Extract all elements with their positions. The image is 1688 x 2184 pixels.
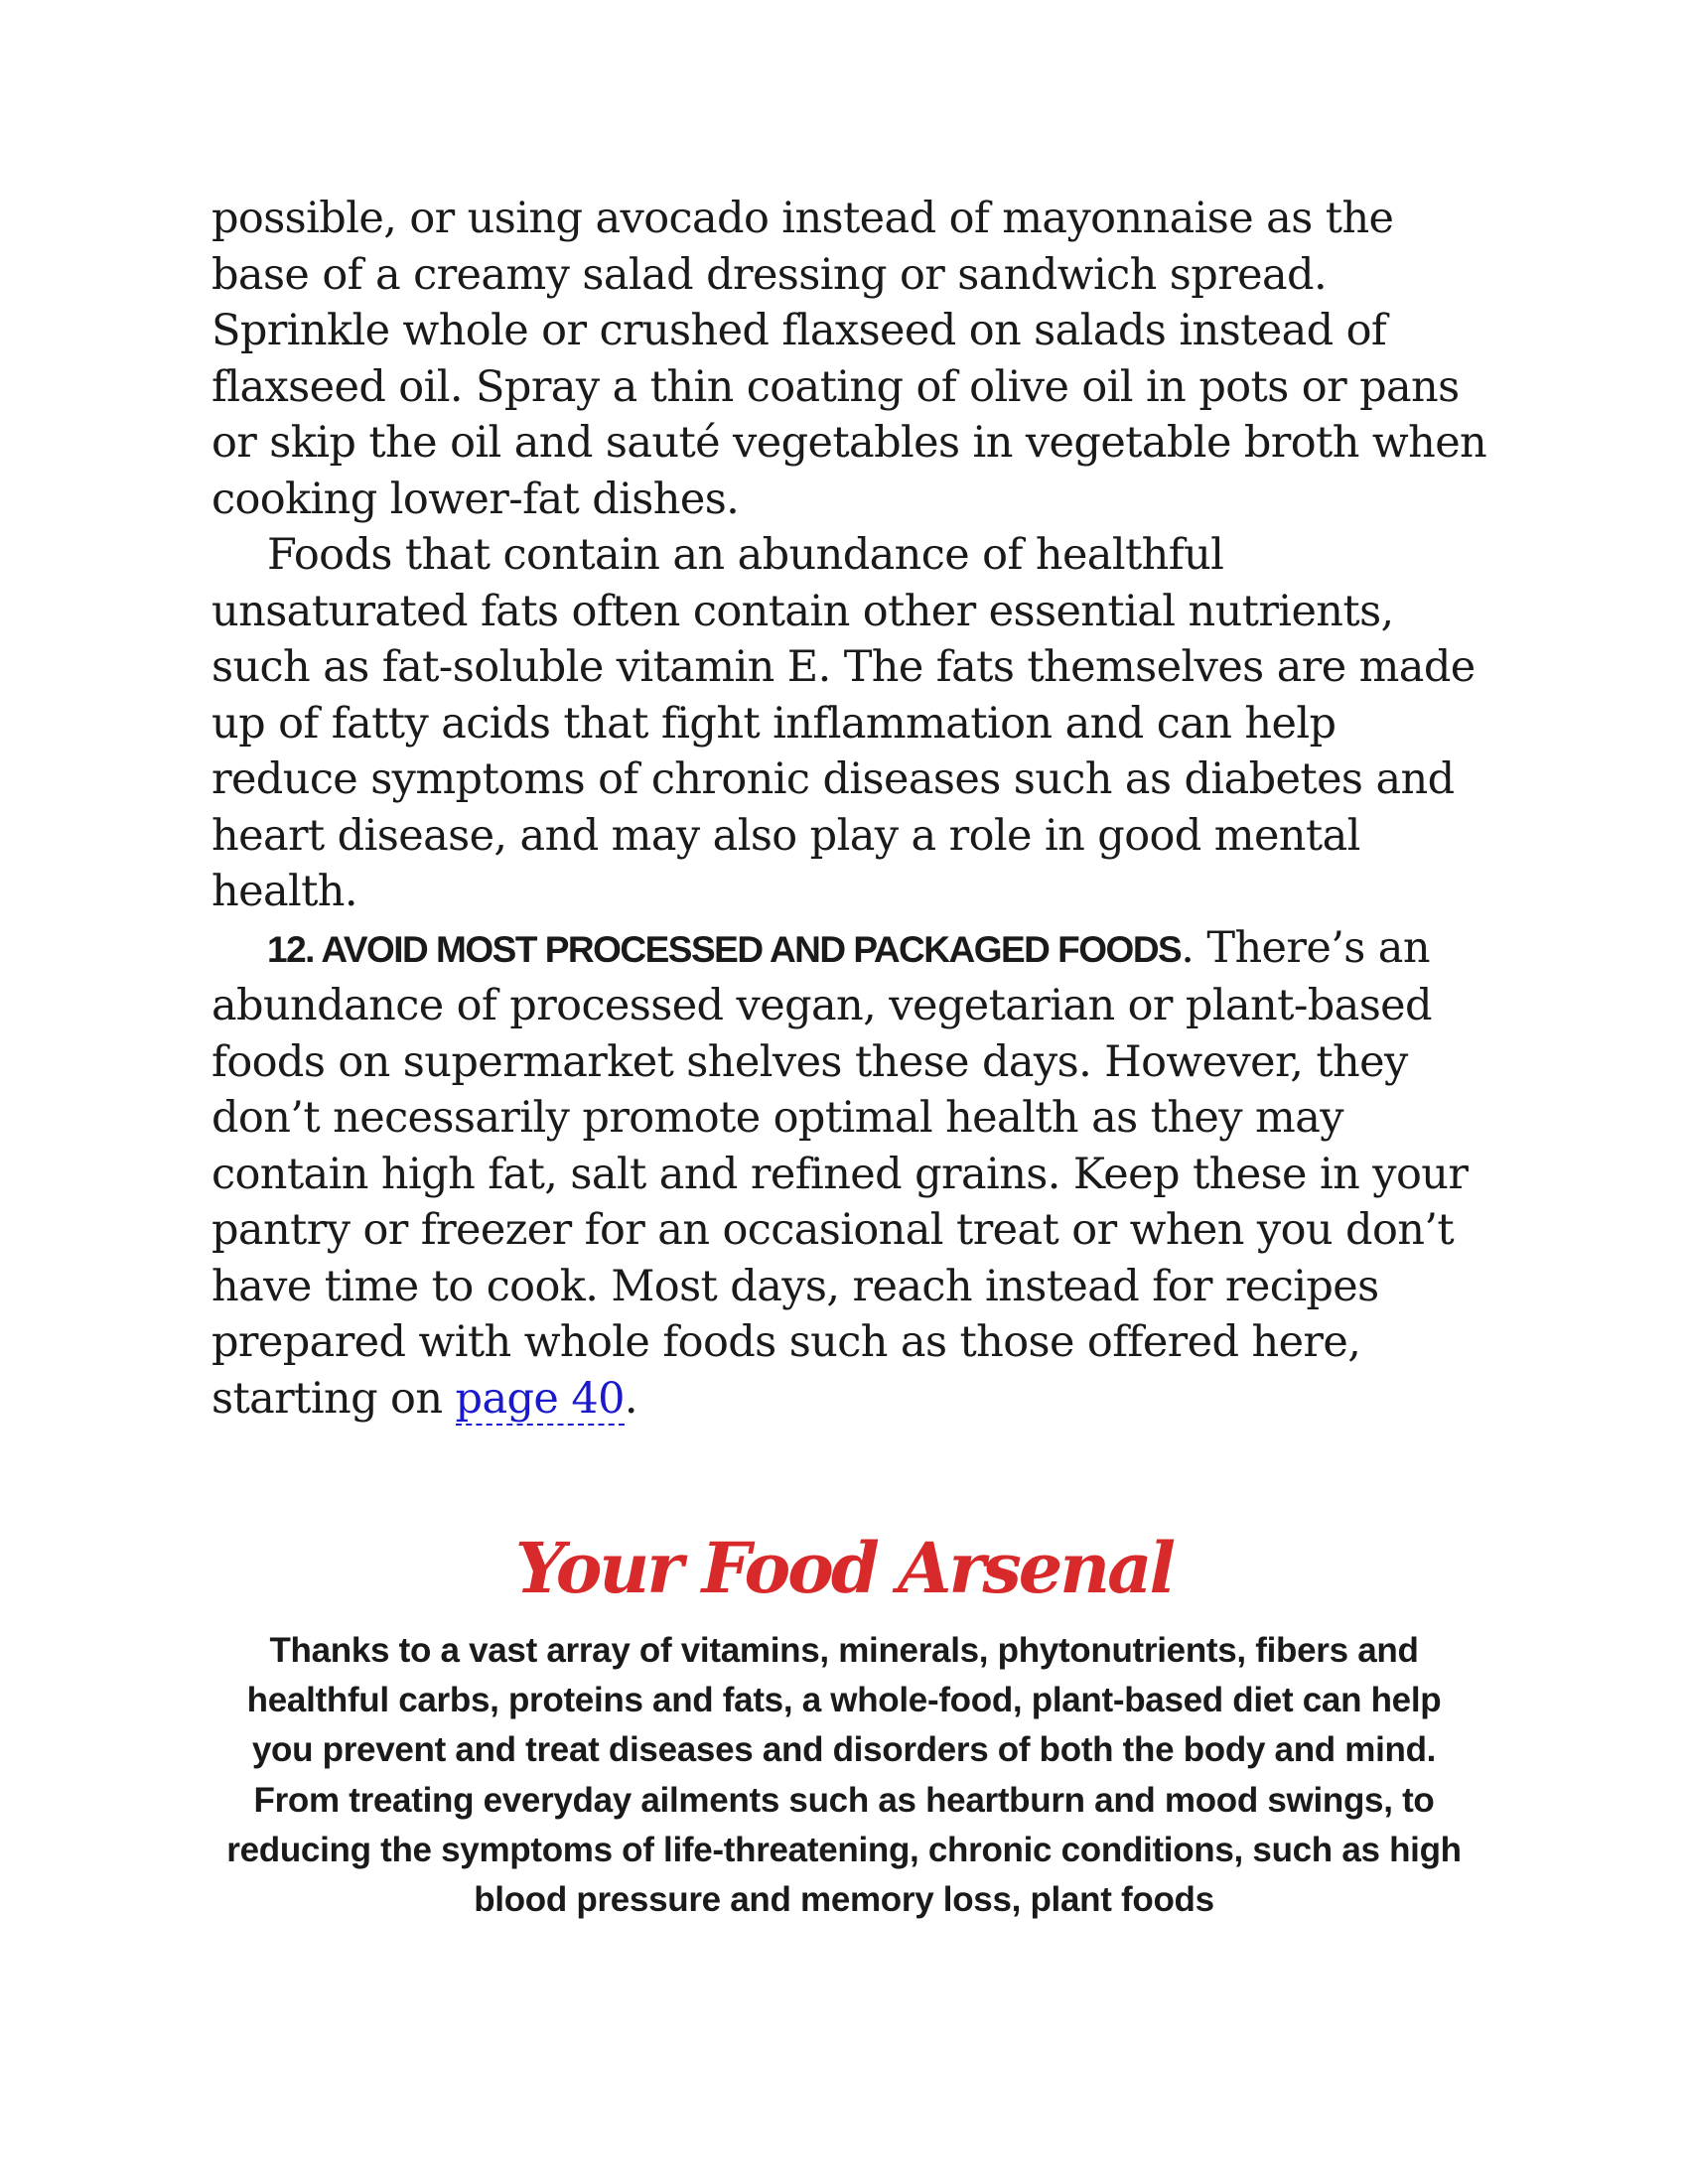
paragraph-end-period: .: [624, 1373, 637, 1424]
section-title: Your Food Arsenal: [514, 1527, 1174, 1609]
paragraph-fats-tips: possible, or using avocado instead of mayonnaise as the base of a creamy salad dressing or sandwich spread. Sprinkle whole or crushed flaxseed on salads instead of flaxseed oil. Spray a thin coating of olive oil in pots or pans or skip the oil and sauté vegetables in vegetable broth when cooking lower-fat dishes.: [211, 194, 1487, 524]
tip-heading: 12. AVOID MOST PROCESSED AND PACKAGED FOODS: [267, 928, 1182, 970]
paragraph-processed-foods: [211, 920, 1492, 1428]
tip-body: There’s an abundance of processed vegan, vegetarian or plant-based foods on supermarket shelves these days. However, they don’t necessarily promote optimal health as they may contain high fat, salt and refined grains. Keep these in your pantry or freezer for an occasional treat or when you don’t have time to cook. Most days, reach instead for recipes prepared with whole foods such as those offered here, starting on: [211, 922, 1469, 1424]
body-text: [211, 191, 1492, 1427]
paragraph-unsaturated-fats: Foods that contain an abundance of healthful unsaturated fats often contain other essential nutrients, such as fat-soluble vitamin E. The fats themselves are made up of fatty acids that fight inflammation and can help reduce symptoms of chronic diseases such as diabetes and heart disease, and may also play a role in good mental health.: [211, 530, 1476, 916]
section-intro: Thanks to a vast array of vitamins, minerals, phytonutrients, fibers and healthful carbs, proteins and fats, a whole-food, plant-based diet can help you prevent and treat diseases and disorders of both the body and mind. From treating everyday ailments such as heartburn and mood swings, to reducing the symptoms of life-threatening, chronic conditions, such as high blood pressure and memory loss, plant foods: [226, 1631, 1462, 1920]
page-reference-link[interactable]: page 40: [455, 1373, 625, 1424]
tip-heading-period: .: [1181, 922, 1195, 973]
